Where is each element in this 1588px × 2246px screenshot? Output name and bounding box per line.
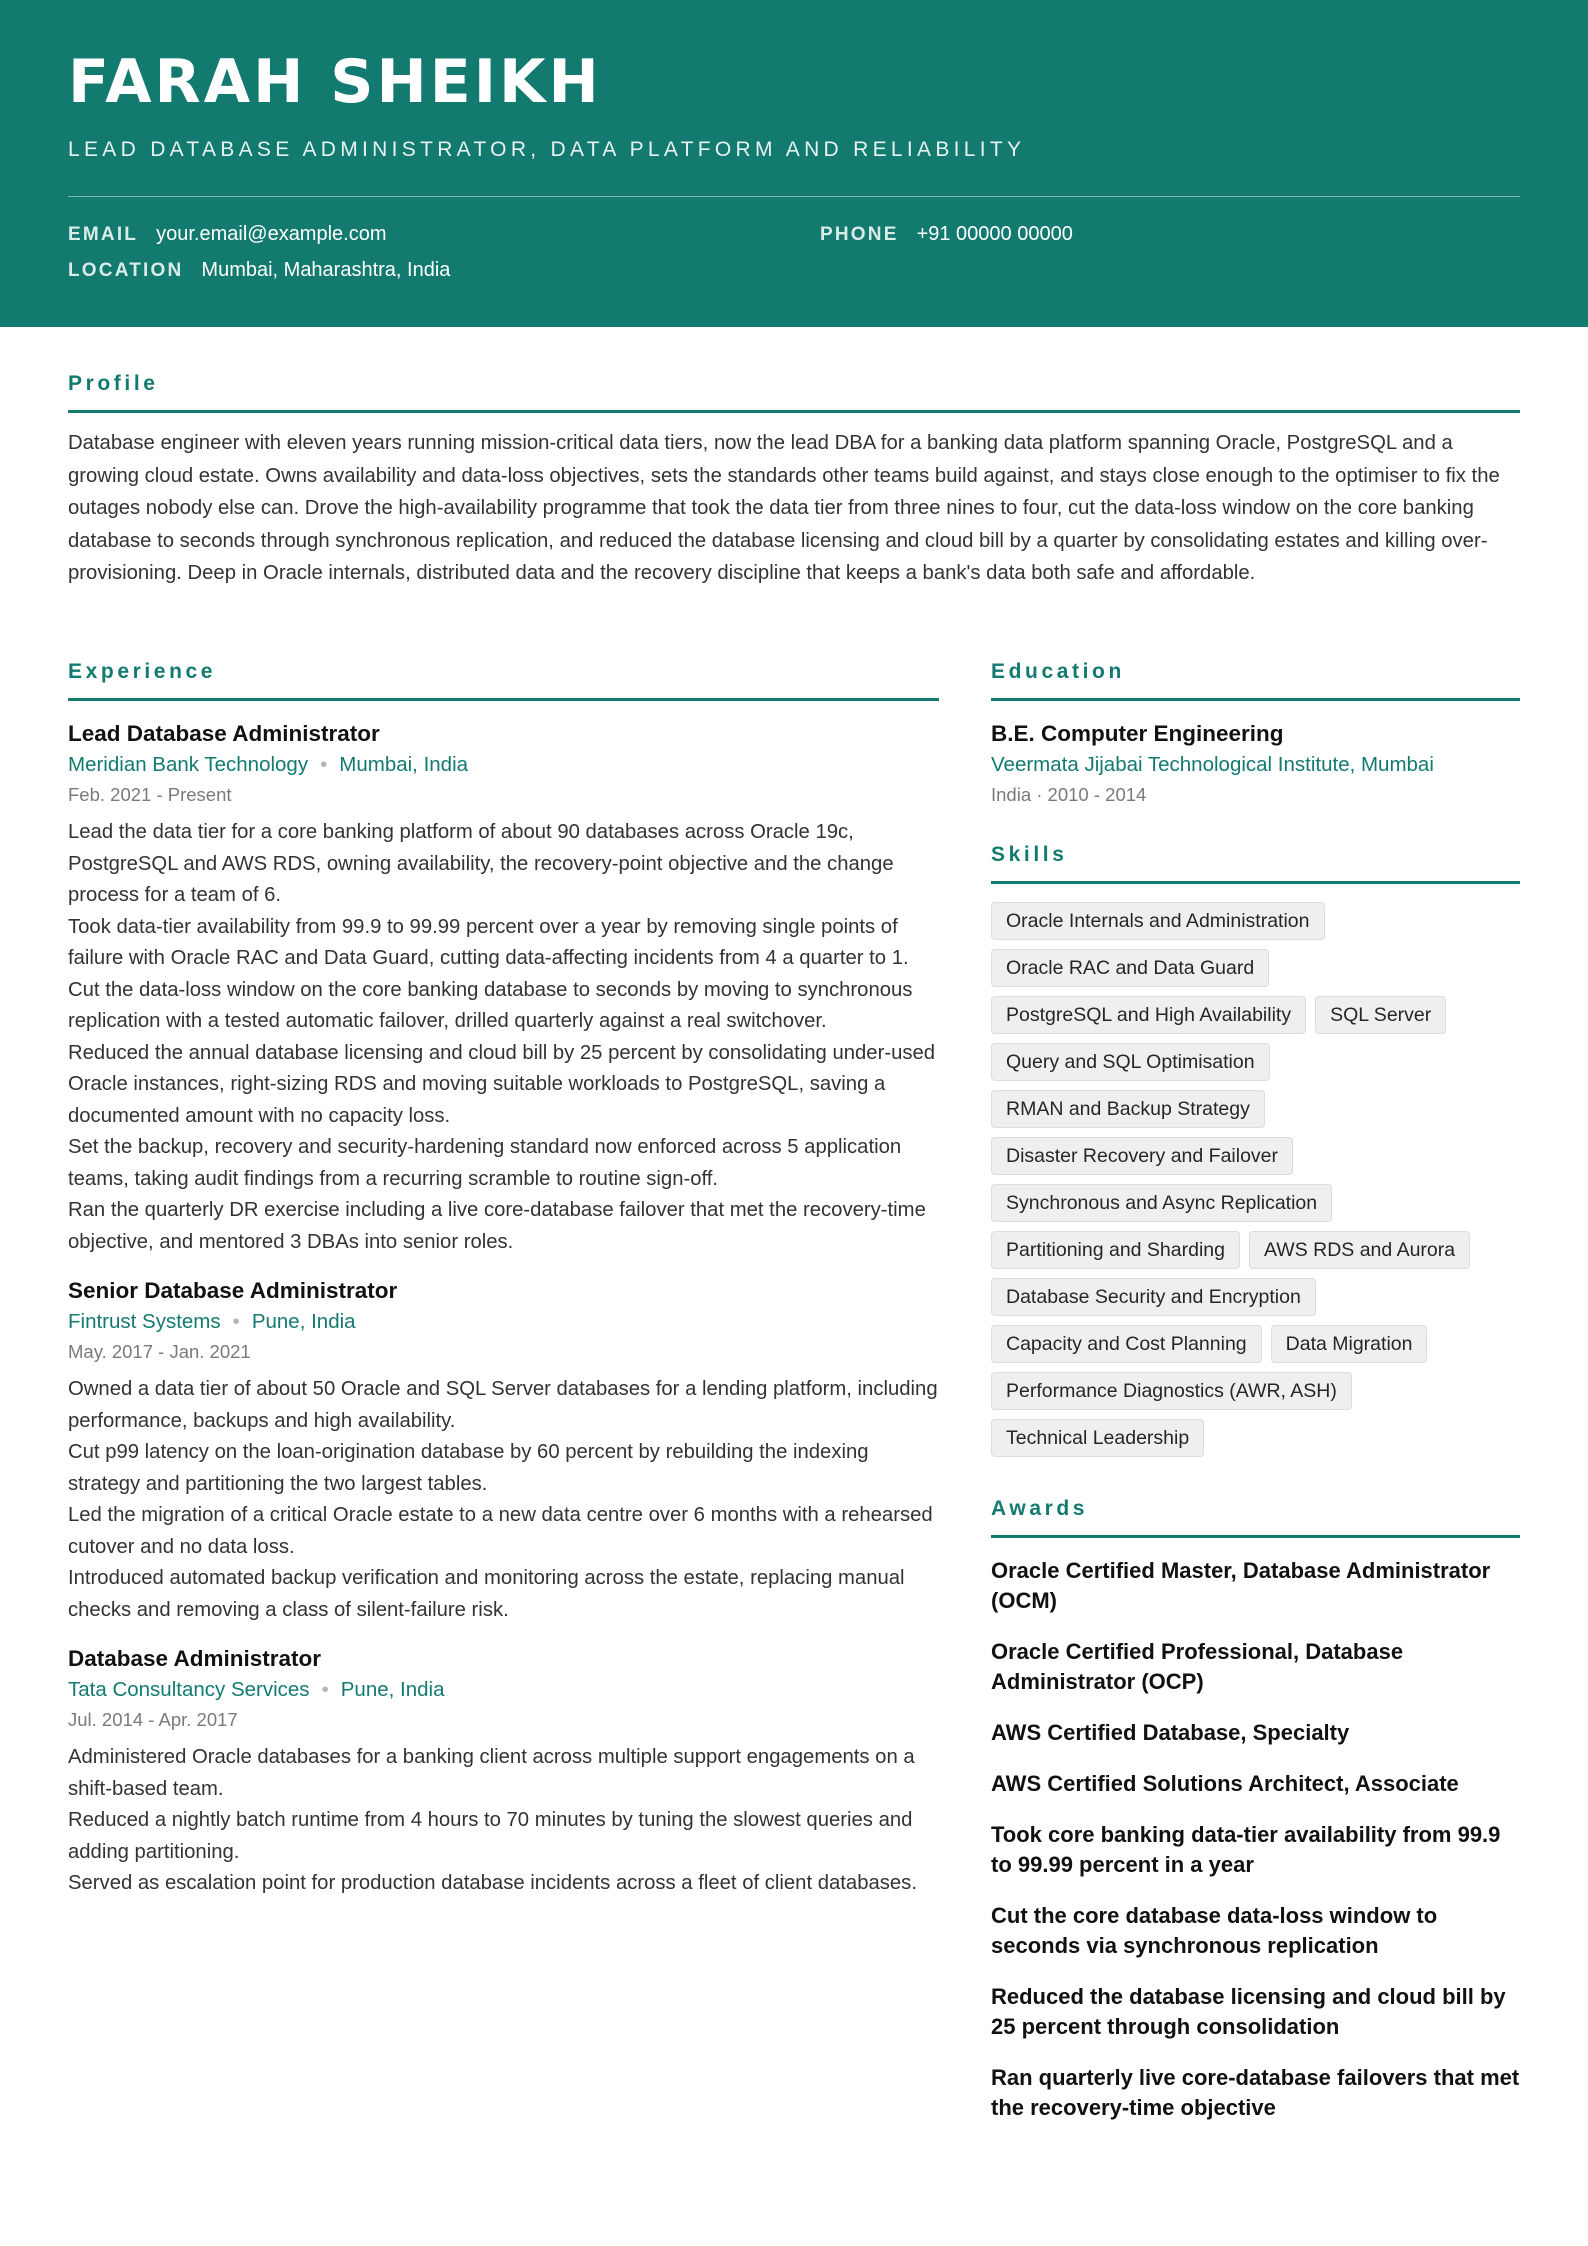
education-school: Veermata Jijabai Technological Institute, Mumbai bbox=[991, 753, 1434, 776]
award-item: Oracle Certified Master, Database Administrator (OCM) bbox=[991, 1558, 1491, 1613]
separator-dot-icon: • bbox=[320, 753, 328, 776]
job-bullet: Set the backup, recovery and security-hardening standard now enforced across 5 application teams, taking audit findings from a recurring scramble to routine sign-off. bbox=[68, 1136, 902, 1190]
job-title: Lead Database Administrator bbox=[68, 721, 380, 746]
job-title: Database Administrator bbox=[68, 1646, 321, 1671]
award-item: AWS Certified Solutions Architect, Associate bbox=[991, 1771, 1459, 1796]
skill-tag: Disaster Recovery and Failover bbox=[991, 1137, 1293, 1175]
skill-tag: PostgreSQL and High Availability bbox=[991, 996, 1306, 1034]
skill-tag: Oracle Internals and Administration bbox=[991, 902, 1325, 940]
candidate-headline: LEAD DATABASE ADMINISTRATOR, DATA PLATFORM AND RELIABILITY bbox=[68, 138, 1026, 161]
header-divider bbox=[68, 196, 1520, 197]
job-entry bbox=[68, 1276, 939, 1626]
job-bullet: Owned a data tier of about 50 Oracle and SQL Server databases for a lending platform, including performance, backups and high availability. bbox=[68, 1378, 938, 1432]
job-bullet: Lead the data tier for a core banking platform of about 90 databases across Oracle 19c, PostgreSQL and AWS RDS, owning availability, the recovery-point objective and the change process for a team of 6. bbox=[68, 821, 894, 906]
awards-heading: Awards bbox=[991, 1497, 1520, 1538]
skills-section bbox=[991, 843, 1520, 1457]
experience-list bbox=[68, 719, 939, 1900]
award-item: AWS Certified Database, Specialty bbox=[991, 1720, 1350, 1745]
email-label: EMAIL bbox=[68, 224, 139, 245]
profile-section bbox=[68, 372, 1520, 590]
awards-list bbox=[991, 1556, 1520, 2123]
award-item: Reduced the database licensing and cloud bill by 25 percent through consolidation bbox=[991, 1984, 1506, 2039]
job-meta bbox=[68, 1306, 939, 1338]
profile-heading: Profile bbox=[68, 372, 1520, 413]
education-heading: Education bbox=[991, 660, 1520, 701]
skill-tag: Performance Diagnostics (AWR, ASH) bbox=[991, 1372, 1352, 1410]
contact-info bbox=[68, 223, 1520, 299]
skill-tag: AWS RDS and Aurora bbox=[1249, 1231, 1470, 1269]
job-company: Tata Consultancy Services bbox=[68, 1678, 310, 1701]
job-location: Pune, India bbox=[251, 1310, 356, 1333]
job-meta bbox=[68, 749, 939, 781]
skill-tag: Query and SQL Optimisation bbox=[991, 1043, 1270, 1081]
skills-heading: Skills bbox=[991, 843, 1520, 884]
email-value[interactable]: your.email@example.com bbox=[156, 223, 387, 245]
job-bullet: Administered Oracle databases for a banking client across multiple support engagements on a shift-based team. bbox=[68, 1746, 915, 1800]
resume-header bbox=[0, 0, 1588, 327]
skills-list bbox=[991, 902, 1520, 1457]
award-item: Cut the core database data-loss window to seconds via synchronous replication bbox=[991, 1903, 1438, 1958]
education-degree: B.E. Computer Engineering bbox=[991, 721, 1284, 746]
awards-section bbox=[991, 1497, 1520, 2123]
job-location: Pune, India bbox=[340, 1678, 445, 1701]
job-entry bbox=[68, 1644, 939, 1900]
candidate-name: FARAH SHEIKH bbox=[68, 47, 602, 117]
job-dates: Feb. 2021 - Present bbox=[68, 784, 232, 805]
separator-dot-icon: • bbox=[232, 1310, 240, 1333]
skill-tag: SQL Server bbox=[1315, 996, 1446, 1034]
phone-value[interactable]: +91 00000 00000 bbox=[916, 223, 1073, 245]
skill-tag: RMAN and Backup Strategy bbox=[991, 1090, 1265, 1128]
job-bullet: Reduced the annual database licensing and cloud bill by 25 percent by consolidating under-used Oracle instances, right-sizing RDS and moving suitable workloads to PostgreSQL, saving a documented amount with no capacity loss. bbox=[68, 1041, 936, 1127]
job-bullet: Ran the quarterly DR exercise including a live core-database failover that met the recovery-time objective, and mentored 3 DBAs into senior roles. bbox=[68, 1199, 926, 1253]
sidebar-column bbox=[991, 660, 1520, 2144]
phone-label: PHONE bbox=[820, 224, 899, 245]
separator-dot-icon: • bbox=[321, 1678, 329, 1701]
job-bullet: Led the migration of a critical Oracle estate to a new data centre over 6 months with a rehearsed cutover and no data loss. bbox=[68, 1504, 933, 1558]
job-bullet: Cut p99 latency on the loan-origination database by 60 percent by rebuilding the indexing strategy and partitioning the two largest tables. bbox=[68, 1441, 869, 1495]
skill-tag: Technical Leadership bbox=[991, 1419, 1204, 1457]
award-item: Oracle Certified Professional, Database Administrator (OCP) bbox=[991, 1639, 1404, 1694]
job-bullets bbox=[68, 817, 939, 1258]
job-bullet: Introduced automated backup verification and monitoring across the estate, replacing manual checks and removing a class of silent-failure risk. bbox=[68, 1567, 905, 1621]
job-entry bbox=[68, 719, 939, 1258]
education-meta: India · 2010 - 2014 bbox=[991, 784, 1147, 805]
skill-tag: Data Migration bbox=[1271, 1325, 1428, 1363]
job-bullet: Reduced a nightly batch runtime from 4 hours to 70 minutes by tuning the slowest queries and adding partitioning. bbox=[68, 1809, 913, 1863]
job-company: Fintrust Systems bbox=[68, 1310, 221, 1333]
profile-summary: Database engineer with eleven years running mission-critical data tiers, now the lead DBA for a banking data platform spanning Oracle, PostgreSQL and a growing cloud estate. Owns availability and data-loss objectives, sets the standards other teams build against, and stays close enough to the optimiser to fix the outages nobody else can. Drove the high-availability programme that took the data tier from three nines to four, cut the data-loss window on the core banking database to seconds through synchronous replication, and reduced the database licensing and cloud bill by a quarter by consolidating estates and killing over-provisioning. Deep in Oracle internals, distributed data and the recovery discipline that keeps a bank's data both safe and affordable. bbox=[68, 432, 1500, 584]
contact-location bbox=[68, 259, 450, 282]
location-label: LOCATION bbox=[68, 260, 184, 281]
job-bullets bbox=[68, 1374, 939, 1626]
job-dates: May. 2017 - Jan. 2021 bbox=[68, 1341, 251, 1362]
job-bullet: Cut the data-loss window on the core banking database to seconds by moving to synchronous replication with a tested automatic failover, drilled quarterly against a real switchover. bbox=[68, 978, 913, 1032]
contact-email bbox=[68, 223, 387, 246]
job-bullet: Served as escalation point for production database incidents across a fleet of client databases. bbox=[68, 1872, 917, 1894]
contact-phone bbox=[820, 223, 1073, 246]
award-item: Ran quarterly live core-database failovers that met the recovery-time objective bbox=[991, 2065, 1520, 2120]
education-section bbox=[991, 660, 1520, 809]
job-location: Mumbai, India bbox=[339, 753, 469, 776]
skill-tag: Partitioning and Sharding bbox=[991, 1231, 1240, 1269]
skill-tag: Oracle RAC and Data Guard bbox=[991, 949, 1269, 987]
skill-tag: Capacity and Cost Planning bbox=[991, 1325, 1262, 1363]
award-item: Took core banking data-tier availability from 99.9 to 99.99 percent in a year bbox=[991, 1822, 1501, 1877]
location-value: Mumbai, Maharashtra, India bbox=[201, 259, 451, 281]
skill-tag: Synchronous and Async Replication bbox=[991, 1184, 1332, 1222]
experience-heading: Experience bbox=[68, 660, 939, 701]
experience-section bbox=[68, 660, 939, 1900]
skill-tag: Database Security and Encryption bbox=[991, 1278, 1316, 1316]
job-bullets bbox=[68, 1742, 939, 1900]
job-meta bbox=[68, 1674, 939, 1706]
job-bullet: Took data-tier availability from 99.9 to 99.99 percent over a year by removing single points of failure with Oracle RAC and Data Guard, cutting data-affecting incidents from 4 a quarter to 1. bbox=[68, 915, 909, 969]
job-dates: Jul. 2014 - Apr. 2017 bbox=[68, 1709, 238, 1730]
job-company: Meridian Bank Technology bbox=[68, 753, 309, 776]
job-title: Senior Database Administrator bbox=[68, 1278, 398, 1303]
